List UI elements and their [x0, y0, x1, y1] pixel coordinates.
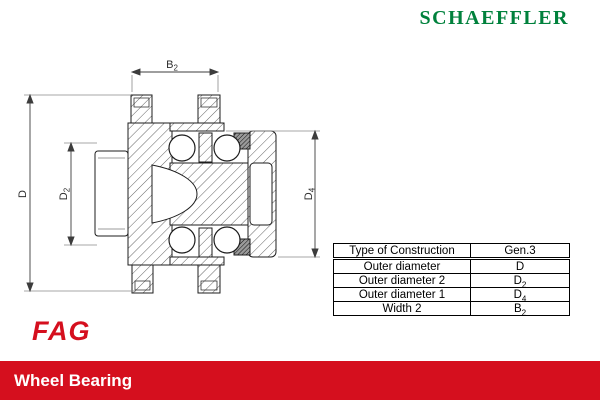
- spec-row: [334, 259, 570, 274]
- product-title-bar: [0, 361, 600, 400]
- spec-value: $D_4$: [471, 288, 570, 302]
- spec-label: Outer diameter: [334, 259, 471, 274]
- dim-label-b2: $B_2$: [166, 59, 178, 73]
- spec-value: $D_2$: [471, 274, 570, 288]
- spec-table: [333, 243, 570, 316]
- dim-label-d4: $D_4$: [303, 187, 317, 201]
- spec-value: Gen.3: [471, 244, 570, 259]
- hub-body-shapes: [95, 95, 276, 293]
- spec-row: [334, 244, 570, 259]
- spec-value: $B_2$: [471, 302, 570, 316]
- spec-row: [334, 288, 570, 302]
- spec-row: [334, 302, 570, 316]
- spec-row: [334, 274, 570, 288]
- spec-label: Width 2: [334, 302, 471, 316]
- spec-label: Outer diameter 2: [334, 274, 471, 288]
- schaeffler-logo: SCHAEFFLER: [419, 7, 569, 29]
- fag-logo: FAG: [32, 316, 91, 346]
- spec-value: D: [471, 259, 570, 274]
- dim-label-d: D: [17, 190, 29, 198]
- page-title: Wheel Bearing: [14, 371, 133, 390]
- dim-label-d2: $D_2$: [58, 187, 72, 201]
- spec-label: Type of Construction: [334, 244, 471, 259]
- spec-label: Outer diameter 1: [334, 288, 471, 302]
